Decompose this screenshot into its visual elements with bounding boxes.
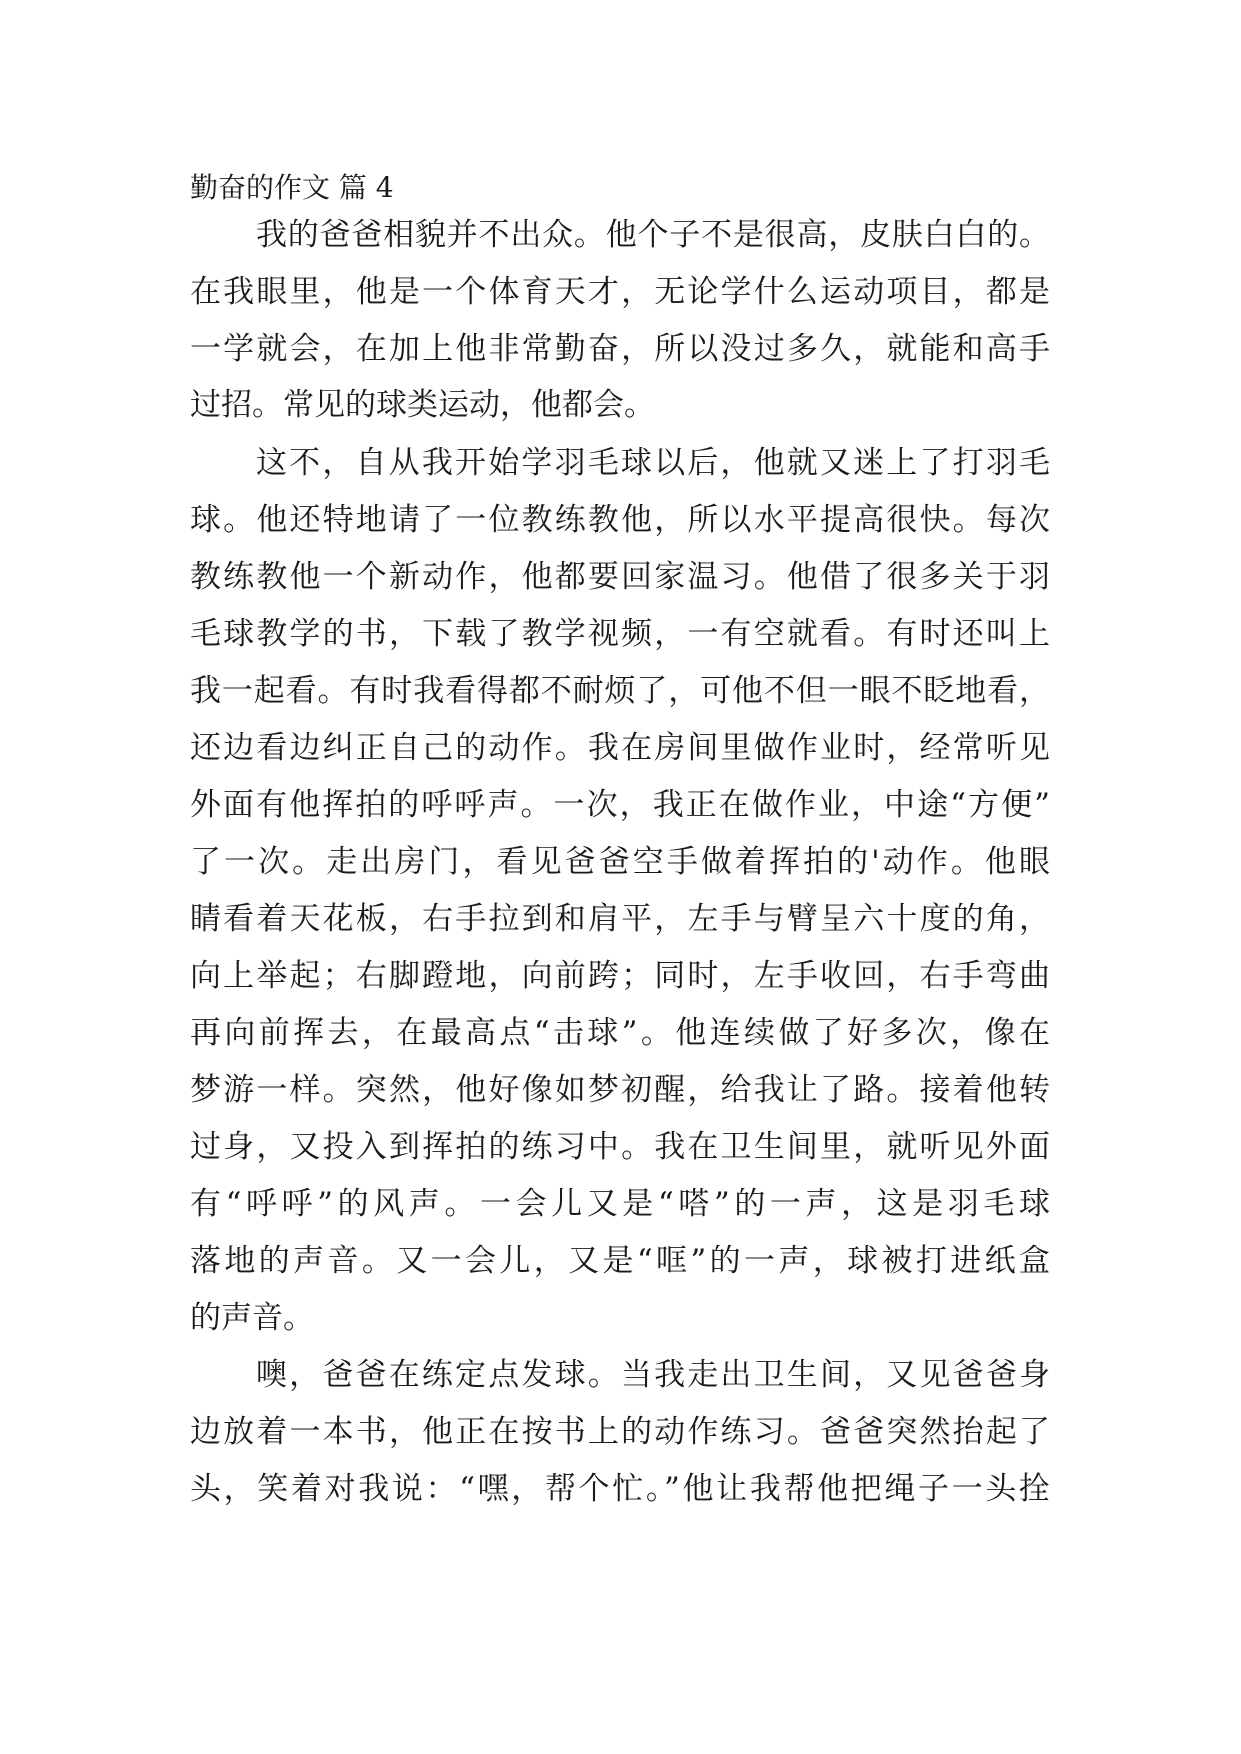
text-line: 毛球教学的书，下载了教学视频，一有空就看。有时还叫上 xyxy=(190,616,1050,652)
text-line: 球。他还特地请了一位教练教他，所以水平提高很快。每次 xyxy=(190,502,1050,538)
text-line: 我的爸爸相貌并不出众。他个子不是很高，皮肤白白的。 xyxy=(256,217,1050,253)
text-line: 的声音。 xyxy=(190,1300,314,1336)
text-line: 再向前挥去，在最高点“击球”。他连续做了好多次，像在 xyxy=(190,1015,1050,1051)
text-line: 落地的声音。又一会儿，又是“哐”的一声，球被打进纸盒 xyxy=(190,1243,1050,1279)
text-line: 还边看边纠正自己的动作。我在房间里做作业时，经常听见 xyxy=(190,730,1050,766)
text-line: 在我眼里，他是一个体育天才，无论学什么运动项目，都是 xyxy=(190,274,1050,310)
text-line: 向上举起；右脚蹬地，向前跨；同时，左手收回，右手弯曲 xyxy=(190,958,1050,994)
text-line: 睛看着天花板，右手拉到和肩平，左手与臂呈六十度的角， xyxy=(190,901,1050,937)
text-line: 这不，自从我开始学羽毛球以后，他就又迷上了打羽毛 xyxy=(256,445,1050,481)
text-line: 边放着一本书，他正在按书上的动作练习。爸爸突然抬起了 xyxy=(190,1414,1050,1450)
text-line: 过身，又投入到挥拍的练习中。我在卫生间里，就听见外面 xyxy=(190,1129,1050,1165)
text-line: 梦游一样。突然，他好像如梦初醒，给我让了路。接着他转 xyxy=(190,1072,1050,1108)
text-line: 头，笑着对我说：“嘿，帮个忙。”他让我帮他把绳子一头拴 xyxy=(190,1471,1050,1507)
text-line: 我一起看。有时我看得都不耐烦了，可他不但一眼不眨地看， xyxy=(190,673,1050,709)
document-heading: 勤奋的作文 篇 4 xyxy=(190,171,394,204)
text-line: 教练教他一个新动作，他都要回家温习。他借了很多关于羽 xyxy=(190,559,1050,595)
text-line: 一学就会，在加上他非常勤奋，所以没过多久，就能和高手 xyxy=(190,331,1050,367)
text-line: 噢，爸爸在练定点发球。当我走出卫生间，又见爸爸身 xyxy=(256,1357,1050,1393)
text-line: 有“呼呼”的风声。一会儿又是“嗒”的一声，这是羽毛球 xyxy=(190,1186,1050,1222)
text-line: 外面有他挥拍的呼呼声。一次，我正在做作业，中途“方便” xyxy=(190,787,1050,823)
text-line: 了一次。走出房门，看见爸爸空手做着挥拍的'动作。他眼 xyxy=(190,844,1050,880)
text-line: 过招。常见的球类运动，他都会。 xyxy=(190,387,655,423)
